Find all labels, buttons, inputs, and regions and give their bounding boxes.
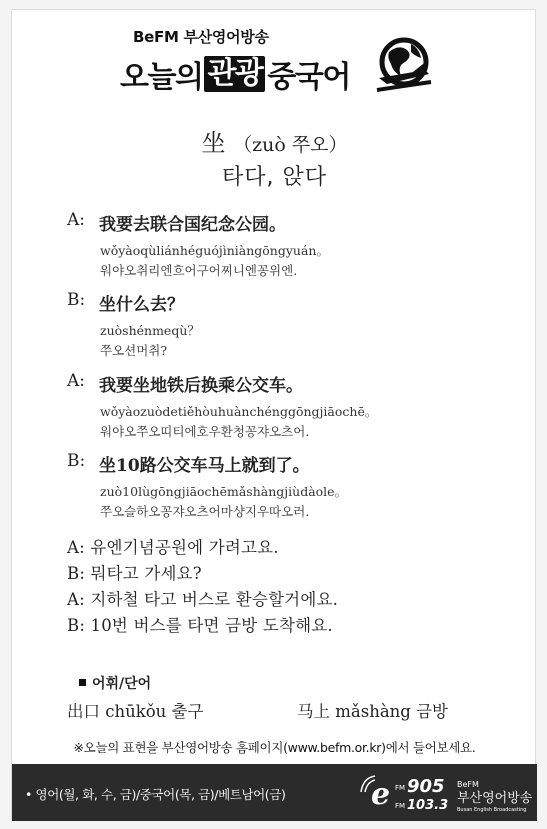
- headword-meaning: 타다, 앉다: [222, 165, 327, 190]
- befm-logo: [357, 770, 533, 816]
- korean-translation-line: B: 10번 버스를 타면 금방 도착해요.: [67, 616, 333, 635]
- pinyin-text: wǒyàoqùliánhéguójìniàngōngyuán。: [100, 243, 329, 258]
- logo-name-en: Busan English Broadcasting: [457, 807, 527, 813]
- korean-translation-line: A: 지하철 타고 버스로 환승할거에요.: [67, 590, 339, 609]
- flyer-card: [11, 9, 536, 821]
- korean-reading: 워야오쭈오띠티에호우환청꽁쟈오츠어.: [100, 424, 310, 439]
- dialogue-line: [67, 290, 527, 361]
- vocab-item: 出口 chūkǒu 출구: [67, 702, 204, 721]
- homepage-notice: ※오늘의 표현을 부산영어방송 홈페이지(www.befm.or.kr)에서 들어보세요.: [73, 740, 476, 755]
- pinyin-text: zuòshénmeqù？: [100, 323, 200, 338]
- chinese-text: 坐10路公交车马上就到了。: [99, 456, 310, 476]
- vocab-heading: [79, 673, 151, 693]
- brand-line: BeFM 부산영어방송: [133, 28, 269, 46]
- header: [12, 10, 537, 110]
- korean-reading: 쭈오슬하오꽁쟈오츠어마샹지우따오러.: [100, 504, 310, 519]
- chinese-text: 我要去联合国纪念公园。: [99, 215, 286, 235]
- svg-text:e: e: [371, 777, 391, 812]
- vocab-item: 马上 mǎshàng 금방: [297, 702, 448, 721]
- dialogue-line: [67, 371, 527, 442]
- headword-pronunciation: （zuò 쭈오）: [233, 134, 348, 156]
- program-title: [120, 54, 350, 94]
- chinese-text: 我要坐地铁后换乘公交车。: [99, 376, 303, 396]
- fm-label: FM: [395, 802, 406, 810]
- program-title-pre: 오늘의: [120, 60, 203, 95]
- pinyin-text: wǒyàozuòdetiěhòuhuànchénggōngjiāochē。: [100, 404, 378, 419]
- dialogue-line: [67, 210, 527, 281]
- speaker: A:: [67, 371, 86, 391]
- speaker: B:: [67, 290, 86, 310]
- dialogue-line: [67, 451, 527, 522]
- headword: [12, 123, 537, 158]
- square-bullet-icon: [79, 679, 86, 686]
- korean-translation-line: B: 뭐타고 가세요?: [67, 564, 202, 583]
- speaker: B:: [67, 451, 86, 471]
- globe-airplane-icon: [373, 32, 435, 98]
- chinese-text: 坐什么去？: [99, 295, 184, 315]
- frequency-1033: 103.3: [407, 798, 449, 813]
- vocab-heading-text: 어휘/단어: [92, 676, 152, 692]
- logo-brand: BeFM: [457, 780, 479, 789]
- footer-bar: [12, 764, 537, 821]
- frequency-905: 905: [407, 776, 445, 797]
- korean-reading: 워야오취리엔흐어구어찌니엔꽁위엔.: [100, 263, 298, 278]
- program-title-boxed: 관광: [204, 56, 265, 92]
- headword-hanzi: 坐: [201, 129, 226, 157]
- broadcast-schedule: • 영어(월, 화, 수, 금)/중국어(목, 금)/베트남어(금): [25, 787, 286, 802]
- speaker: A:: [67, 210, 86, 230]
- pinyin-text: zuò10lùgōngjiāochēmǎshàngjiùdàole。: [100, 484, 348, 499]
- logo-name-kr: 부산영어방송: [457, 791, 533, 806]
- fm-label: FM: [395, 784, 406, 792]
- program-title-post: 중국어: [267, 60, 350, 95]
- korean-translation-line: A: 유엔기념공원에 가려고요.: [67, 538, 279, 557]
- korean-reading: 쭈오션머취?: [100, 343, 168, 358]
